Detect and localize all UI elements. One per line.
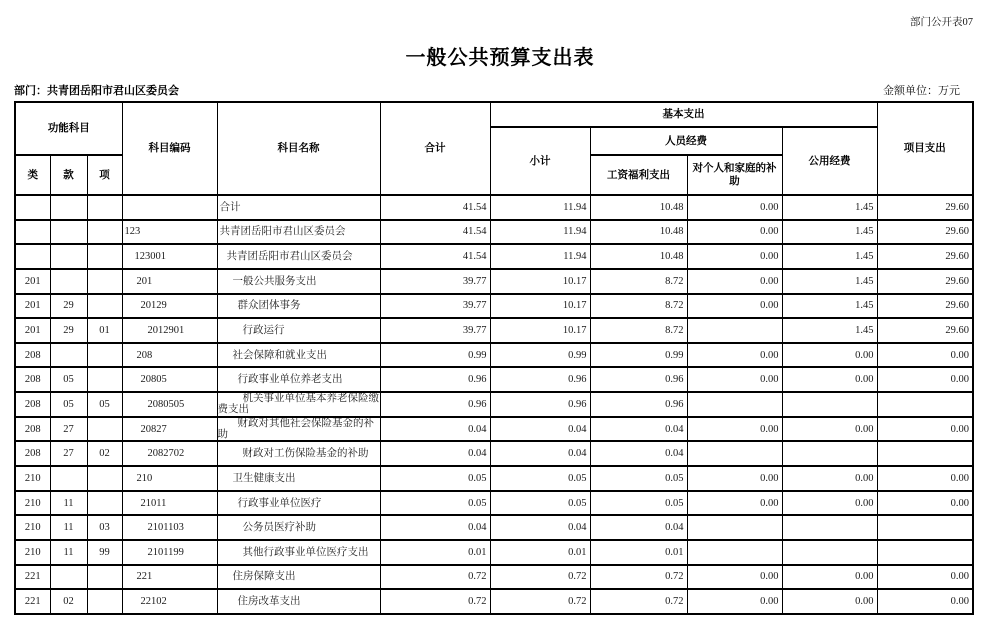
cell-total: 0.96 <box>380 367 490 392</box>
cell-class-code: 210 <box>15 540 50 565</box>
cell-subject-name: 群众团体事务 <box>217 294 380 319</box>
table-row <box>15 318 973 343</box>
header-wage-welfare: 工资福利支出 <box>590 155 687 195</box>
cell-individual-family-subsidy: 0.00 <box>687 269 782 294</box>
cell-subject-code: 21011 <box>122 491 217 516</box>
cell-subject-code: 208 <box>122 343 217 368</box>
meta-row <box>14 82 960 98</box>
cell-public-funds: 1.45 <box>782 195 877 220</box>
cell-public-funds: 1.45 <box>782 244 877 269</box>
cell-individual-family-subsidy <box>687 515 782 540</box>
cell-total: 0.04 <box>380 417 490 442</box>
cell-project-expenditure <box>877 441 973 466</box>
cell-subtotal: 0.05 <box>490 466 590 491</box>
cell-subtotal: 10.17 <box>490 318 590 343</box>
cell-section-code: 05 <box>50 367 87 392</box>
cell-section-code <box>50 269 87 294</box>
cell-individual-family-subsidy: 0.00 <box>687 367 782 392</box>
cell-public-funds: 1.45 <box>782 269 877 294</box>
cell-public-funds: 1.45 <box>782 318 877 343</box>
cell-subtotal: 0.04 <box>490 417 590 442</box>
table-row <box>15 367 973 392</box>
cell-subject-name: 财政对其他社会保险基金的补助 <box>217 417 380 442</box>
cell-wage-welfare: 0.96 <box>590 367 687 392</box>
cell-total: 41.54 <box>380 195 490 220</box>
header-item: 项 <box>87 155 122 195</box>
header-subject-code: 科目编码 <box>122 102 217 195</box>
cell-subtotal: 11.94 <box>490 244 590 269</box>
cell-subtotal: 0.96 <box>490 392 590 417</box>
cell-total: 0.04 <box>380 515 490 540</box>
cell-project-expenditure: 0.00 <box>877 367 973 392</box>
cell-subtotal: 0.04 <box>490 441 590 466</box>
cell-subject-code: 2101103 <box>122 515 217 540</box>
cell-section-code <box>50 565 87 590</box>
cell-subject-code: 20827 <box>122 417 217 442</box>
cell-subtotal: 0.99 <box>490 343 590 368</box>
cell-section-code <box>50 343 87 368</box>
table-row <box>15 195 973 220</box>
cell-section-code: 02 <box>50 589 87 614</box>
cell-item-code <box>87 269 122 294</box>
cell-total: 41.54 <box>380 220 490 245</box>
cell-public-funds: 0.00 <box>782 589 877 614</box>
cell-item-code <box>87 367 122 392</box>
cell-subject-code: 20805 <box>122 367 217 392</box>
cell-section-code: 11 <box>50 515 87 540</box>
table-row <box>15 466 973 491</box>
cell-public-funds <box>782 441 877 466</box>
cell-item-code: 99 <box>87 540 122 565</box>
cell-individual-family-subsidy: 0.00 <box>687 589 782 614</box>
cell-section-code: 27 <box>50 441 87 466</box>
cell-total: 0.01 <box>380 540 490 565</box>
cell-individual-family-subsidy: 0.00 <box>687 565 782 590</box>
cell-subject-name: 其他行政事业单位医疗支出 <box>217 540 380 565</box>
header-personnel-funds: 人员经费 <box>590 127 782 155</box>
table-row <box>15 565 973 590</box>
budget-table <box>14 101 974 615</box>
cell-class-code: 208 <box>15 417 50 442</box>
cell-project-expenditure: 29.60 <box>877 294 973 319</box>
cell-wage-welfare: 0.72 <box>590 565 687 590</box>
table-row <box>15 515 973 540</box>
cell-class-code: 201 <box>15 294 50 319</box>
cell-wage-welfare: 10.48 <box>590 244 687 269</box>
cell-subject-code: 210 <box>122 466 217 491</box>
cell-class-code: 210 <box>15 466 50 491</box>
cell-class-code: 221 <box>15 589 50 614</box>
cell-subject-code: 2082702 <box>122 441 217 466</box>
cell-class-code <box>15 195 50 220</box>
cell-public-funds: 0.00 <box>782 367 877 392</box>
cell-project-expenditure: 29.60 <box>877 269 973 294</box>
cell-section-code: 27 <box>50 417 87 442</box>
cell-individual-family-subsidy: 0.00 <box>687 195 782 220</box>
form-number-label: 部门公开表07 <box>910 17 973 28</box>
cell-item-code: 02 <box>87 441 122 466</box>
cell-wage-welfare: 10.48 <box>590 220 687 245</box>
cell-subject-name: 公务员医疗补助 <box>217 515 380 540</box>
cell-item-code: 01 <box>87 318 122 343</box>
cell-project-expenditure: 0.00 <box>877 343 973 368</box>
cell-wage-welfare: 0.05 <box>590 466 687 491</box>
cell-item-code <box>87 244 122 269</box>
cell-subject-name: 一般公共服务支出 <box>217 269 380 294</box>
cell-project-expenditure: 0.00 <box>877 565 973 590</box>
cell-wage-welfare: 0.04 <box>590 515 687 540</box>
cell-total: 39.77 <box>380 269 490 294</box>
cell-project-expenditure: 0.00 <box>877 417 973 442</box>
cell-wage-welfare: 0.01 <box>590 540 687 565</box>
cell-section-code <box>50 244 87 269</box>
cell-wage-welfare: 10.48 <box>590 195 687 220</box>
cell-total: 39.77 <box>380 318 490 343</box>
cell-item-code <box>87 565 122 590</box>
header-functional-subject: 功能科目 <box>15 102 122 155</box>
cell-subject-code: 22102 <box>122 589 217 614</box>
cell-section-code <box>50 220 87 245</box>
cell-public-funds: 1.45 <box>782 294 877 319</box>
cell-project-expenditure <box>877 392 973 417</box>
cell-class-code: 208 <box>15 343 50 368</box>
cell-subtotal: 0.72 <box>490 565 590 590</box>
cell-individual-family-subsidy <box>687 540 782 565</box>
cell-item-code <box>87 294 122 319</box>
table-row <box>15 417 973 442</box>
cell-subject-name: 卫生健康支出 <box>217 466 380 491</box>
cell-item-code: 05 <box>87 392 122 417</box>
table-row <box>15 220 973 245</box>
cell-subtotal: 11.94 <box>490 195 590 220</box>
cell-class-code: 208 <box>15 367 50 392</box>
header-project-expenditure: 项目支出 <box>877 102 973 195</box>
table-body <box>15 195 973 614</box>
header-individual-family-subsidy: 对个人和家庭的补助 <box>687 155 782 195</box>
cell-section-code <box>50 466 87 491</box>
table-row <box>15 294 973 319</box>
header-class: 类 <box>15 155 50 195</box>
header-subtotal: 小计 <box>490 127 590 195</box>
cell-class-code <box>15 220 50 245</box>
cell-subject-name: 合计 <box>217 195 380 220</box>
cell-subtotal: 10.17 <box>490 294 590 319</box>
cell-item-code <box>87 466 122 491</box>
cell-class-code: 208 <box>15 392 50 417</box>
cell-class-code <box>15 244 50 269</box>
cell-subject-name: 行政运行 <box>217 318 380 343</box>
cell-wage-welfare: 0.04 <box>590 441 687 466</box>
cell-section-code: 29 <box>50 294 87 319</box>
cell-individual-family-subsidy <box>687 392 782 417</box>
cell-subject-name: 行政事业单位养老支出 <box>217 367 380 392</box>
cell-total: 41.54 <box>380 244 490 269</box>
table-row <box>15 441 973 466</box>
cell-subtotal: 10.17 <box>490 269 590 294</box>
cell-subject-code: 20129 <box>122 294 217 319</box>
cell-project-expenditure: 29.60 <box>877 195 973 220</box>
cell-wage-welfare: 0.99 <box>590 343 687 368</box>
cell-total: 0.96 <box>380 392 490 417</box>
cell-subject-code <box>122 195 217 220</box>
cell-project-expenditure: 29.60 <box>877 244 973 269</box>
table-header <box>15 102 973 195</box>
cell-total: 0.05 <box>380 466 490 491</box>
table-row <box>15 392 973 417</box>
cell-section-code: 11 <box>50 491 87 516</box>
cell-subject-code: 2012901 <box>122 318 217 343</box>
cell-item-code <box>87 343 122 368</box>
cell-subtotal: 0.01 <box>490 540 590 565</box>
cell-public-funds <box>782 515 877 540</box>
cell-wage-welfare: 8.72 <box>590 294 687 319</box>
cell-individual-family-subsidy <box>687 318 782 343</box>
cell-subject-name: 共青团岳阳市君山区委员会 <box>217 244 380 269</box>
cell-subtotal: 0.96 <box>490 367 590 392</box>
header-section: 款 <box>50 155 87 195</box>
cell-public-funds: 0.00 <box>782 466 877 491</box>
table-row <box>15 269 973 294</box>
cell-public-funds: 0.00 <box>782 417 877 442</box>
department-label: 部门：共青团岳阳市君山区委员会 <box>14 85 179 97</box>
cell-item-code <box>87 589 122 614</box>
header-public-funds: 公用经费 <box>782 127 877 195</box>
cell-wage-welfare: 8.72 <box>590 318 687 343</box>
cell-wage-welfare: 0.05 <box>590 491 687 516</box>
cell-public-funds: 0.00 <box>782 491 877 516</box>
cell-project-expenditure: 0.00 <box>877 491 973 516</box>
cell-class-code: 221 <box>15 565 50 590</box>
cell-total: 0.72 <box>380 565 490 590</box>
cell-class-code: 210 <box>15 491 50 516</box>
cell-subject-code: 2080505 <box>122 392 217 417</box>
cell-class-code: 210 <box>15 515 50 540</box>
amount-unit-label: 金额单位：万元 <box>883 85 960 97</box>
cell-subject-code: 123 <box>122 220 217 245</box>
header-basic-expenditure: 基本支出 <box>490 102 877 127</box>
cell-individual-family-subsidy: 0.00 <box>687 491 782 516</box>
cell-wage-welfare: 0.96 <box>590 392 687 417</box>
cell-total: 0.99 <box>380 343 490 368</box>
cell-wage-welfare: 0.04 <box>590 417 687 442</box>
cell-public-funds <box>782 540 877 565</box>
cell-subject-name: 行政事业单位医疗 <box>217 491 380 516</box>
cell-project-expenditure: 0.00 <box>877 589 973 614</box>
cell-total: 0.04 <box>380 441 490 466</box>
cell-individual-family-subsidy: 0.00 <box>687 294 782 319</box>
cell-subject-code: 2101199 <box>122 540 217 565</box>
cell-subject-code: 221 <box>122 565 217 590</box>
table-row <box>15 343 973 368</box>
cell-subject-code: 201 <box>122 269 217 294</box>
cell-class-code: 208 <box>15 441 50 466</box>
cell-item-code <box>87 417 122 442</box>
cell-individual-family-subsidy: 0.00 <box>687 244 782 269</box>
cell-subtotal: 0.04 <box>490 515 590 540</box>
cell-subtotal: 11.94 <box>490 220 590 245</box>
cell-wage-welfare: 8.72 <box>590 269 687 294</box>
cell-individual-family-subsidy: 0.00 <box>687 343 782 368</box>
table-row <box>15 491 973 516</box>
cell-individual-family-subsidy: 0.00 <box>687 466 782 491</box>
cell-project-expenditure: 29.60 <box>877 318 973 343</box>
cell-project-expenditure: 0.00 <box>877 466 973 491</box>
cell-public-funds: 0.00 <box>782 565 877 590</box>
cell-item-code <box>87 195 122 220</box>
cell-total: 0.05 <box>380 491 490 516</box>
cell-section-code <box>50 195 87 220</box>
header-subject-name: 科目名称 <box>217 102 380 195</box>
cell-project-expenditure: 29.60 <box>877 220 973 245</box>
page-title: 一般公共预算支出表 <box>405 47 595 69</box>
cell-subject-name: 共青团岳阳市君山区委员会 <box>217 220 380 245</box>
cell-project-expenditure <box>877 515 973 540</box>
cell-section-code: 29 <box>50 318 87 343</box>
cell-item-code <box>87 491 122 516</box>
cell-item-code: 03 <box>87 515 122 540</box>
cell-public-funds: 1.45 <box>782 220 877 245</box>
cell-subject-name: 住房改革支出 <box>217 589 380 614</box>
cell-individual-family-subsidy: 0.00 <box>687 220 782 245</box>
cell-subject-code: 123001 <box>122 244 217 269</box>
cell-subject-name: 机关事业单位基本养老保险缴费支出 <box>217 393 379 416</box>
cell-subject-name: 社会保障和就业支出 <box>217 343 380 368</box>
cell-public-funds: 0.00 <box>782 343 877 368</box>
cell-class-code: 201 <box>15 269 50 294</box>
cell-item-code <box>87 220 122 245</box>
cell-total: 39.77 <box>380 294 490 319</box>
cell-individual-family-subsidy <box>687 441 782 466</box>
table-row <box>15 244 973 269</box>
cell-subject-name: 住房保障支出 <box>217 565 380 590</box>
cell-wage-welfare: 0.72 <box>590 589 687 614</box>
cell-public-funds <box>782 392 877 417</box>
cell-subject-name: 财政对工伤保险基金的补助 <box>217 441 380 466</box>
table-row <box>15 589 973 614</box>
cell-class-code: 201 <box>15 318 50 343</box>
cell-individual-family-subsidy: 0.00 <box>687 417 782 442</box>
cell-total: 0.72 <box>380 589 490 614</box>
cell-project-expenditure <box>877 540 973 565</box>
header-total: 合计 <box>380 102 490 195</box>
cell-section-code: 05 <box>50 392 87 417</box>
table-row <box>15 540 973 565</box>
cell-subtotal: 0.72 <box>490 589 590 614</box>
cell-subtotal: 0.05 <box>490 491 590 516</box>
cell-section-code: 11 <box>50 540 87 565</box>
